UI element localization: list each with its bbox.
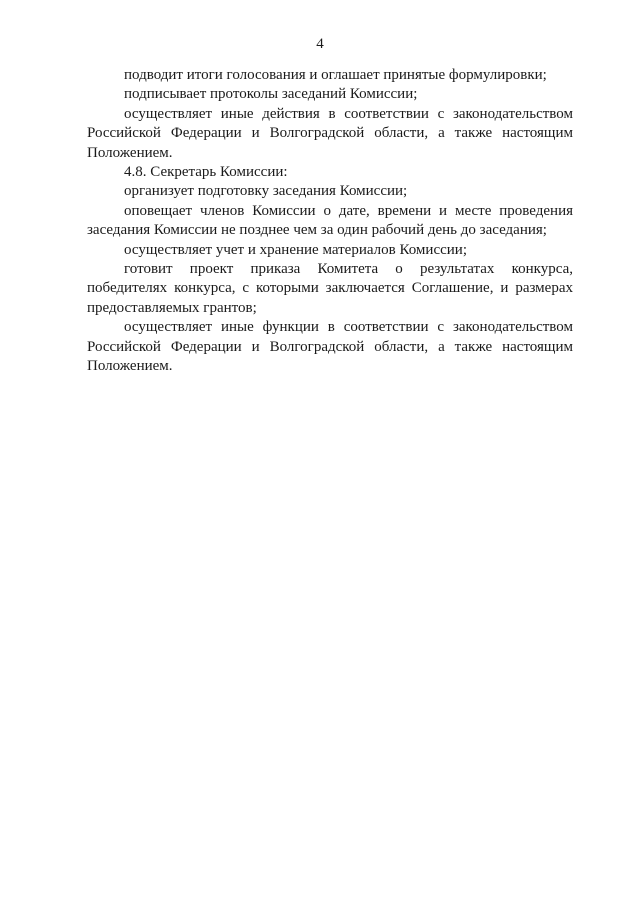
page-number: 4 [316,36,324,52]
paragraph-organize-meeting: организует подготовку заседания Комиссии; [124,183,408,200]
paragraph-notify-members: оповещает членов Комиссии о дате, времени и месте проведения заседания Комиссии не позднее чем за один рабочий день до заседания; [87,202,573,239]
paragraph-records-storage: осуществляет учет и хранение материалов Комиссии; [124,241,467,258]
paragraph-draft-order: готовит проект приказа Комитета о результатах конкурса, победителях конкурса, с которыми заключается Соглашение, и размерах предоставляемых грантов; [87,261,573,316]
paragraph-other-functions: осуществляет иные функции в соответствии с законодательством Российской Федерации и Волгоградской области, а также настоящим Положением. [87,319,573,375]
paragraph-other-actions: осуществляет иные действия в соответствии с законодательством Российской Федерации и Волгоградской области, а также настоящим Положением. [87,105,573,161]
paragraph-voting-results: подводит итоги голосования и оглашает принятые формулировки; [124,67,547,83]
document-body [87,66,573,377]
paragraph-sign-protocols: подписывает протоколы заседаний Комиссии; [124,86,418,103]
paragraph-section-heading: 4.8. Секретарь Комиссии: [124,164,288,181]
